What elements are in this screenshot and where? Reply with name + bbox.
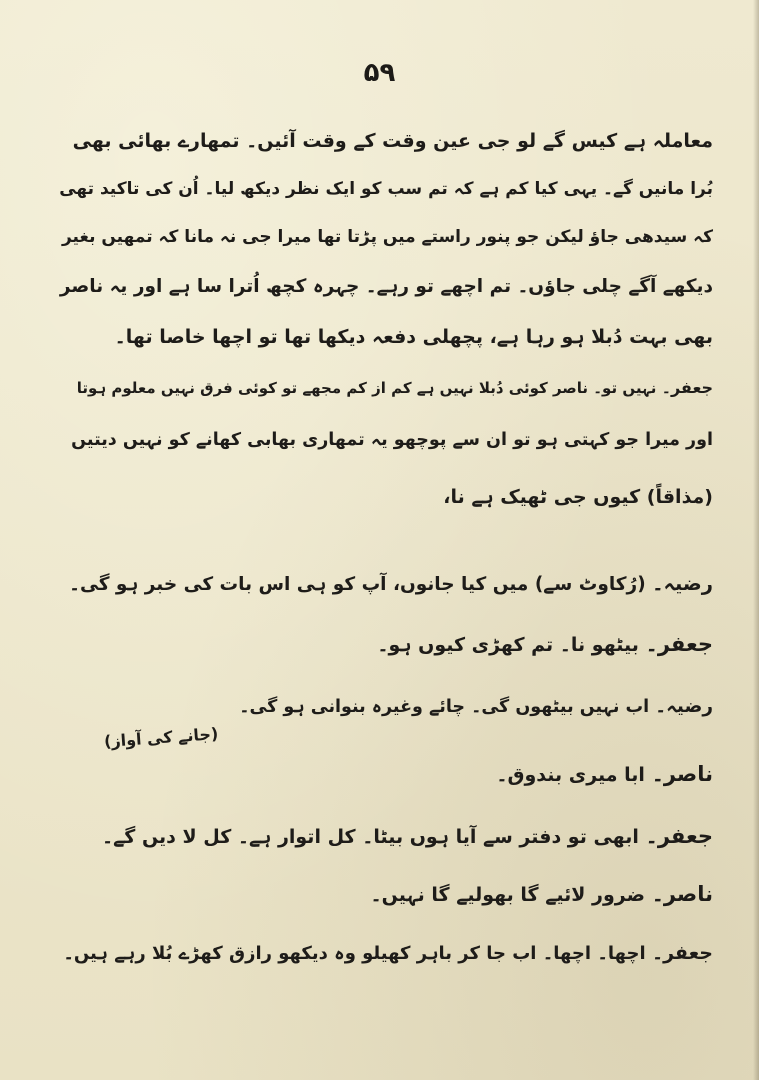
line-text: (رُکاوٹ سے) میں کیا جانوں، آپ کو ہی اس بات کی خبر ہو گی۔ bbox=[69, 574, 646, 595]
line-text: اب نہیں بیٹھوں گی۔ چائے وغیرہ بنوانی ہو گی۔ bbox=[239, 697, 650, 717]
speaker-name: ناصر۔ bbox=[651, 882, 713, 906]
speaker-name: جعفر۔ bbox=[645, 824, 713, 848]
line-text: بھی بہت دُبلا ہو رہا ہے، پچھلی دفعہ دیکھا تھا تو اچھا خاصا تھا۔ bbox=[114, 326, 713, 348]
page-number: ۵۹ bbox=[363, 58, 396, 88]
dialogue-line bbox=[58, 942, 713, 964]
line-text: (مذاقاً) کیوں جی ٹھیک ہے نا، bbox=[443, 486, 713, 508]
text-line bbox=[58, 326, 713, 348]
line-text: اور میرا جو کہتی ہو تو ان سے پوچھو یہ تمھاری بھابی کھانے کو نہیں دیتیں bbox=[71, 430, 713, 450]
speaker-name: جعفر۔ bbox=[645, 632, 713, 656]
line-text: نہیں تو۔ ناصر کوئی دُبلا نہیں ہے کم از کم مجھے تو کوئی فرق نہیں معلوم ہوتا bbox=[76, 379, 657, 397]
speaker-name: جعفر۔ bbox=[651, 942, 713, 964]
dialogue-line bbox=[240, 696, 713, 717]
text-line bbox=[58, 226, 713, 247]
dialogue-line bbox=[58, 824, 713, 848]
speaker-name: رضیہ۔ bbox=[655, 696, 713, 717]
line-text: بیٹھو نا۔ تم کھڑی کیوں ہو۔ bbox=[377, 634, 639, 656]
line-text: ضرور لائیے گا بھولیے گا نہیں۔ bbox=[370, 884, 645, 906]
line-text: دیکھے آگے چلی جاؤں۔ تم اچھے تو رہے۔ چہرہ کچھ اُترا سا ہے اور یہ ناصر bbox=[59, 276, 713, 297]
line-text: معاملہ ہے کیس گے لو جی عین وقت کے وقت آئیں۔ تمھارے بھائی بھی bbox=[72, 130, 713, 152]
line-text: اچھا۔ اچھا۔ اب جا کر باہر کھیلو وہ دیکھو رازق کھڑے بُلا رہے ہیں۔ bbox=[63, 943, 646, 964]
text-line bbox=[58, 276, 713, 297]
line-text: ابا میری بندوق۔ bbox=[496, 764, 645, 786]
text-line bbox=[58, 130, 713, 152]
dialogue-line bbox=[58, 632, 713, 656]
speaker-name: رضیہ۔ bbox=[652, 572, 713, 595]
text-line bbox=[58, 178, 713, 199]
dialogue-line bbox=[58, 572, 713, 595]
dialogue-line bbox=[58, 762, 713, 786]
line-text: کہ سیدھی جاؤ لیکن جو پنور راستے میں پڑتا تھا میرا جی نہ مانا کہ تمھیں بغیر bbox=[61, 227, 713, 247]
text-line bbox=[58, 486, 713, 508]
line-text: ابھی تو دفتر سے آیا ہوں بیٹا۔ کل اتوار ہے۔ کل لا دیں گے۔ bbox=[102, 826, 639, 848]
text-line bbox=[58, 430, 713, 450]
speaker-name: ناصر۔ bbox=[651, 762, 713, 786]
line-text: بُرا مانیں گے۔ یہی کیا کم ہے کہ تم سب کو ایک نظر دیکھ لیا۔ اُن کی تاکید تھی bbox=[59, 179, 713, 199]
dialogue-line bbox=[58, 882, 713, 906]
stage-direction: (جانے کی آواز) bbox=[103, 724, 219, 751]
speaker-name: جعفر۔ bbox=[661, 378, 713, 397]
dialogue-line bbox=[58, 378, 713, 397]
